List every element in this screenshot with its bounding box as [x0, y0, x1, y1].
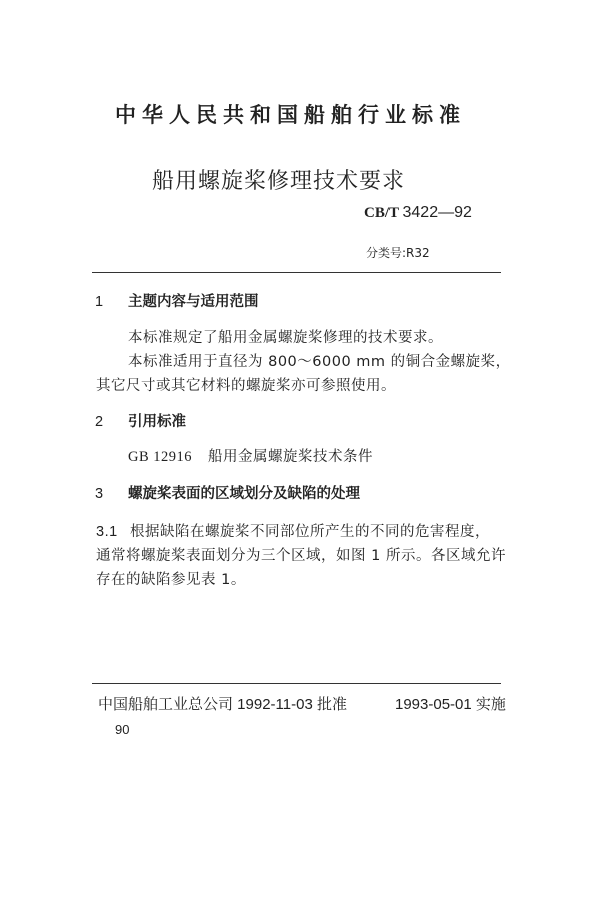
- paragraph: 本标准适用于直径为 800～6000 mm 的铜合金螺旋桨，: [128, 354, 511, 370]
- paragraph: 其它尺寸或其它材料的螺旋桨亦可参照使用。: [96, 378, 396, 394]
- bottom-divider: [92, 683, 501, 684]
- section-number: 3: [95, 486, 104, 502]
- approval-info: 中国船舶工业总公司 1992-11-03 批准: [98, 696, 347, 713]
- paragraph: 本标准规定了船用金属螺旋桨修理的技术要求。: [128, 330, 443, 346]
- standard-code: [364, 204, 472, 222]
- code-prefix: CB/T: [364, 205, 399, 221]
- section-title: 引用标准: [128, 414, 186, 430]
- clause-number: 3.1: [96, 524, 118, 540]
- clause-text: 根据缺陷在螺旋桨不同部位所产生的不同的危害程度，: [130, 524, 490, 540]
- section-1-heading: [95, 290, 259, 311]
- section-title: 主题内容与适用范围: [128, 294, 259, 310]
- page-number: 90: [115, 722, 130, 737]
- section-number: 2: [95, 414, 104, 430]
- code-number: 3422—92: [402, 204, 472, 221]
- reference-title: 船用金属螺旋桨技术条件: [208, 449, 373, 465]
- section-3-heading: [95, 482, 360, 503]
- reference-entry: [128, 445, 373, 466]
- section-2-heading: [95, 410, 186, 431]
- document-title: 船用螺旋桨修理技术要求: [152, 169, 406, 194]
- classification-number: 分类号:R32: [366, 246, 430, 260]
- clause-text: 存在的缺陷参见表 1。: [96, 572, 246, 588]
- clause-3-1: [96, 520, 490, 541]
- clause-text: 通常将螺旋桨表面划分为三个区域，如图 1 所示。各区域允许: [96, 548, 506, 564]
- standard-category-heading: 中华人民共和国船舶行业标准: [115, 103, 466, 127]
- section-title: 螺旋桨表面的区域划分及缺陷的处理: [128, 486, 360, 502]
- section-number: 1: [95, 294, 104, 310]
- implementation-date: 1993-05-01 实施: [395, 696, 506, 713]
- reference-code: GB 12916: [128, 449, 193, 465]
- top-divider: [92, 272, 501, 273]
